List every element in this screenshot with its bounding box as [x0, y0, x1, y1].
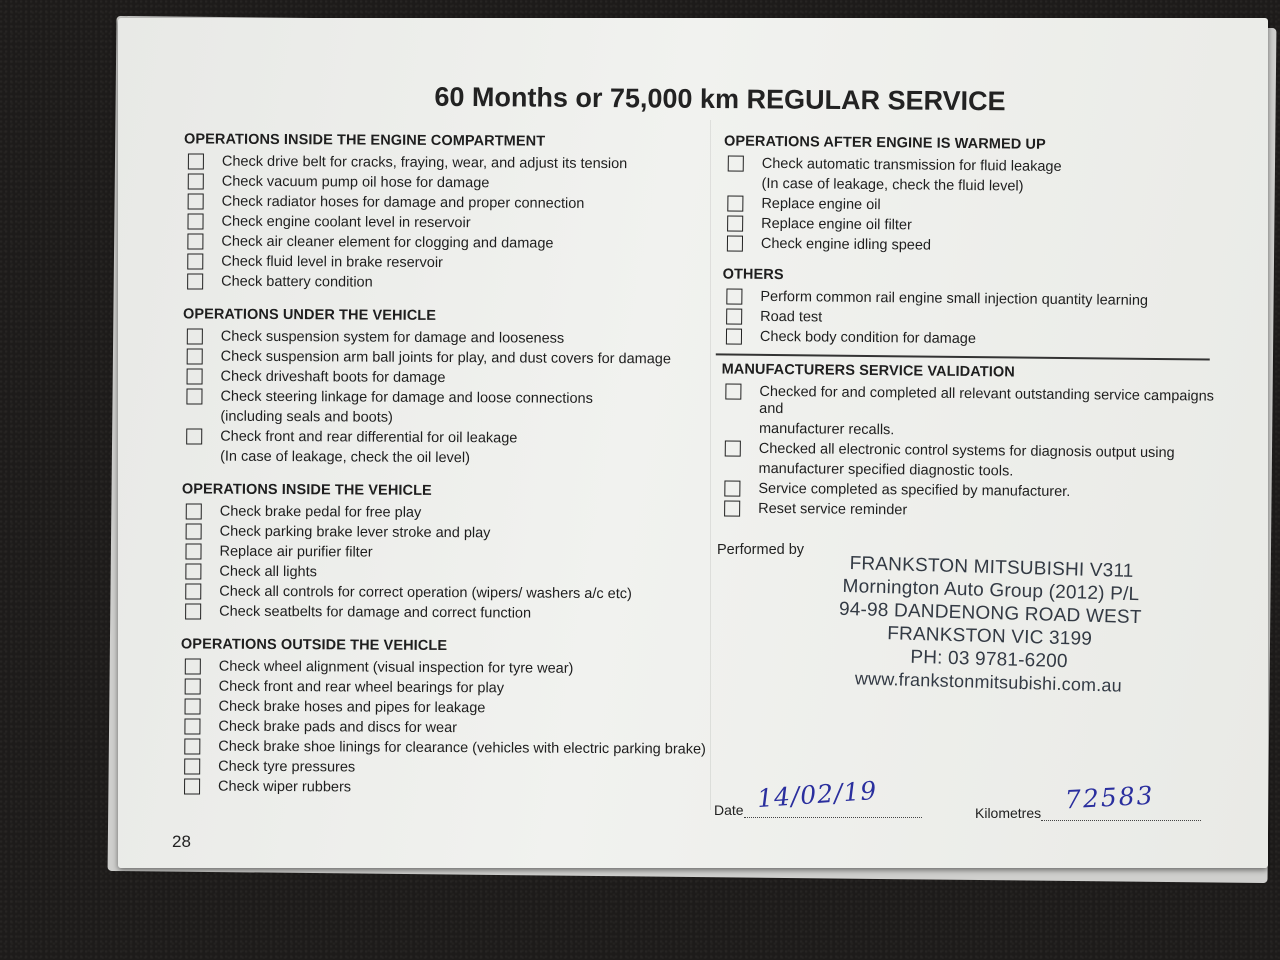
section-service-validation — [714, 361, 1216, 522]
item-label: Reset service reminder — [758, 500, 908, 518]
checklist-item — [183, 328, 711, 348]
item-label: Checked all electronic control systems for diagnosis output using — [758, 440, 1175, 461]
checklist-item — [182, 388, 710, 408]
checklist-item — [722, 288, 1216, 310]
item-label: Check wiper rubbers — [218, 778, 352, 796]
checkbox[interactable] — [186, 523, 202, 539]
checklist-item-continued — [182, 448, 710, 468]
item-label: Road test — [760, 308, 823, 326]
item-label: Perform common rail engine small injection quantity learning — [760, 288, 1149, 309]
item-label: Check air cleaner element for clogging and damage — [221, 233, 554, 252]
checkbox[interactable] — [185, 658, 201, 674]
checklist-item — [180, 738, 708, 758]
checklist-item — [183, 273, 711, 293]
checklist-item — [721, 440, 1215, 462]
checkbox[interactable] — [724, 500, 740, 516]
checkbox[interactable] — [727, 235, 743, 251]
left-column — [168, 131, 712, 814]
date-dotted-line[interactable] — [744, 817, 922, 818]
stamp-line: PH: 03 9781-6200 — [910, 646, 1069, 673]
checklist-item — [720, 500, 1214, 522]
checklist-item — [181, 583, 709, 603]
checkbox[interactable] — [184, 738, 200, 754]
checkbox[interactable] — [726, 308, 742, 324]
checkbox[interactable] — [188, 153, 204, 169]
item-label: Check fluid level in brake reservoir — [221, 253, 443, 272]
item-label: Check brake shoe linings for clearance (vehicles with electric parking brake) — [218, 738, 706, 758]
section-heading: OPERATIONS INSIDE THE VEHICLE — [181, 481, 432, 499]
item-label: Replace air purifier filter — [219, 543, 373, 561]
section-others — [716, 266, 1217, 350]
checklist-item — [184, 173, 712, 193]
checklist-item — [182, 428, 710, 448]
item-label: Check parking brake lever stroke and play — [219, 523, 491, 542]
item-label: Check all lights — [219, 563, 317, 581]
page-number: 28 — [172, 832, 191, 851]
stamp-line: 94-98 DANDENONG ROAD WEST — [838, 598, 1142, 629]
checklist-item — [183, 253, 711, 273]
item-label: Check engine idling speed — [760, 235, 932, 254]
checkbox[interactable] — [724, 480, 740, 496]
item-label: Replace engine oil filter — [761, 215, 912, 234]
checklist-item — [181, 563, 709, 583]
item-label: (In case of leakage, check the fluid level) — [761, 175, 1024, 195]
checkbox[interactable] — [184, 778, 200, 794]
handwritten-kilometres: 72583 — [1064, 780, 1156, 815]
checklist-item-continued — [720, 460, 1214, 482]
checkbox[interactable] — [187, 328, 203, 344]
item-label: Check battery condition — [221, 273, 373, 291]
checkbox[interactable] — [184, 758, 200, 774]
item-label: Check engine coolant level in reservoir — [221, 213, 471, 232]
checklist-item — [180, 778, 708, 798]
section-heading: OPERATIONS UNDER THE VEHICLE — [182, 306, 437, 324]
section-heading: OTHERS — [722, 266, 784, 284]
checklist-item-continued — [723, 175, 1217, 197]
checkbox[interactable] — [727, 215, 743, 231]
checkbox[interactable] — [187, 273, 203, 289]
section-after-warmup — [717, 133, 1218, 257]
checkbox[interactable] — [185, 563, 201, 579]
checklist-item — [723, 195, 1217, 217]
checklist-item — [723, 235, 1217, 257]
checkbox[interactable] — [727, 195, 743, 211]
checkbox[interactable] — [725, 383, 741, 399]
checklist-item — [182, 503, 710, 523]
item-label: Check brake hoses and pipes for leakage — [218, 698, 486, 717]
checkbox[interactable] — [184, 718, 200, 734]
handwritten-date: 14/02/19 — [756, 775, 879, 814]
item-label: Check body condition for damage — [759, 328, 977, 348]
checkbox[interactable] — [187, 233, 203, 249]
checklist-item — [724, 155, 1218, 177]
section-heading: OPERATIONS INSIDE THE ENGINE COMPARTMENT — [183, 131, 546, 150]
checkbox[interactable] — [187, 348, 203, 364]
kilometres-label: Kilometres — [975, 805, 1042, 821]
checklist-item — [181, 678, 709, 698]
checkbox[interactable] — [186, 428, 202, 444]
checkbox[interactable] — [185, 543, 201, 559]
checkbox[interactable] — [725, 440, 741, 456]
item-label: Check drive belt for cracks, fraying, wear, and adjust its tension — [221, 153, 628, 173]
checklist-item — [723, 215, 1217, 237]
checklist-item — [722, 328, 1216, 350]
checklist-item — [721, 383, 1215, 422]
section-inside-vehicle — [169, 481, 710, 623]
item-label: manufacturer recalls. — [758, 420, 895, 438]
stamp-line: Mornington Auto Group (2012) P/L — [842, 575, 1140, 606]
checkbox[interactable] — [188, 173, 204, 189]
checklist-item-continued — [721, 420, 1215, 442]
section-heading: MANUFACTURERS SERVICE VALIDATION — [721, 360, 1015, 381]
item-label: Check automatic transmission for fluid leakage — [761, 155, 1062, 175]
checklist-item — [180, 718, 708, 738]
checklist-item — [722, 308, 1216, 330]
stamp-line: FRANKSTON VIC 3199 — [886, 623, 1093, 650]
item-label: Check steering linkage for damage and loose connections — [220, 388, 593, 407]
item-label: Check front and rear wheel bearings for play — [218, 678, 505, 697]
item-label: Checked for and completed all relevant outstanding service campaigns and — [759, 383, 1215, 417]
checkbox[interactable] — [726, 288, 742, 304]
item-label: Service completed as specified by manufacturer. — [758, 480, 1071, 500]
checkbox[interactable] — [187, 253, 203, 269]
item-label: Check suspension system for damage and looseness — [220, 328, 565, 347]
checkbox[interactable] — [187, 213, 203, 229]
checkbox[interactable] — [728, 155, 744, 171]
checkbox[interactable] — [186, 388, 202, 404]
checklist-item — [183, 368, 711, 388]
item-label: Check brake pedal for free play — [219, 503, 422, 521]
checklist-item — [184, 193, 712, 213]
checklist-item — [181, 698, 709, 718]
checkbox[interactable] — [188, 193, 204, 209]
dealer-stamp — [828, 552, 1152, 699]
item-label: Check all controls for correct operation (wipers/ washers a/c etc) — [219, 583, 632, 603]
checklist-item — [720, 480, 1214, 502]
section-outside-vehicle — [168, 636, 709, 798]
date-label: Date — [714, 802, 744, 818]
section-rule — [716, 353, 1210, 360]
checkbox[interactable] — [726, 328, 742, 344]
item-label: Check vacuum pump oil hose for damage — [221, 173, 490, 192]
checklist-item — [183, 233, 711, 253]
right-column — [714, 133, 1218, 536]
item-label: Check wheel alignment (visual inspection for tyre wear) — [218, 658, 574, 677]
item-label: (In case of leakage, check the oil level) — [220, 448, 470, 467]
item-label: Replace engine oil — [761, 195, 881, 214]
item-label: (including seals and boots) — [220, 408, 393, 426]
page-title: 60 Months or 75,000 km REGULAR SERVICE — [434, 81, 1006, 117]
checklist-item — [184, 153, 712, 173]
checklist-item-continued — [182, 408, 710, 428]
checkbox[interactable] — [187, 368, 203, 384]
checklist-item — [180, 758, 708, 778]
item-label: Check suspension arm ball joints for play, and dust covers for damage — [220, 348, 672, 368]
checkbox[interactable] — [186, 503, 202, 519]
checkbox[interactable] — [185, 583, 201, 599]
section-heading: OPERATIONS OUTSIDE THE VEHICLE — [180, 636, 448, 655]
stamp-line: FRANKSTON MITSUBISHI V311 — [849, 553, 1134, 582]
section-heading: OPERATIONS AFTER ENGINE IS WARMED UP — [723, 133, 1046, 153]
item-label: Check brake pads and discs for wear — [218, 718, 458, 737]
checklist-item — [183, 348, 711, 368]
item-label: Check tyre pressures — [218, 758, 356, 776]
item-label: Check driveshaft boots for damage — [220, 368, 446, 387]
stamp-website: www.frankstonmitsubishi.com.au — [854, 668, 1123, 696]
checkbox[interactable] — [185, 678, 201, 694]
item-label: manufacturer specified diagnostic tools. — [758, 460, 1014, 480]
checklist-item — [181, 603, 709, 623]
section-under-vehicle — [170, 306, 711, 468]
checklist-item — [181, 543, 709, 563]
checkbox[interactable] — [185, 698, 201, 714]
item-label: Check radiator hoses for damage and proper connection — [221, 193, 585, 212]
item-label: Check seatbelts for damage and correct function — [219, 603, 532, 622]
section-engine-compartment — [171, 131, 712, 293]
item-label: Check front and rear differential for oil leakage — [220, 428, 518, 447]
checklist-item — [181, 658, 709, 678]
performed-by-label: Performed by — [717, 542, 805, 558]
checklist-item — [182, 523, 710, 543]
checklist-item — [183, 213, 711, 233]
checkbox[interactable] — [185, 603, 201, 619]
kilometres-dotted-line[interactable] — [1041, 820, 1201, 821]
